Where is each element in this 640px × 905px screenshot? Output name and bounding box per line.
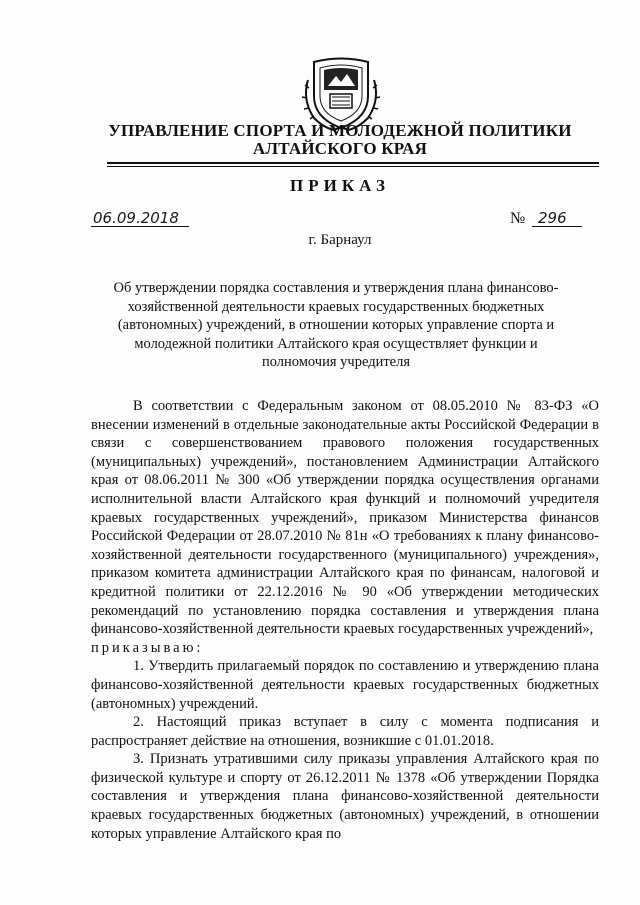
order-number: 296	[538, 209, 567, 227]
order-subject: Об утверждении порядка составления и утверждения плана финансово-хозяйственной деятельности краевых государственных бюджетных (автономных) учреждений, в отношении которых управление спорта и молодежной политики Алтайского края осуществляет функции и полномочия учредителя	[113, 280, 559, 371]
item-2-paragraph: 2. Настоящий приказ вступает в силу с момента подписания и распространяет действие на отношения, возникшие с 01.01.2018.	[91, 714, 599, 749]
item-1-paragraph: 1. Утвердить прилагаемый порядок по составлению и утверждению плана финансово-хозяйственной деятельности краевых государственных бюджетных (автономных) учреждений.	[91, 658, 599, 712]
org-name-line1: УПРАВЛЕНИЕ СПОРТА И МОЛОДЕЖНОЙ ПОЛИТИКИ	[108, 121, 572, 140]
order-word-text: приказываю:	[91, 639, 204, 656]
order-word	[91, 639, 599, 658]
header-rule-thick	[107, 162, 599, 164]
preamble-paragraph: В соответствии с Федеральным законом от 08.05.2010 № 83-ФЗ «О внесении изменений в отдельные законодательные акты Российской Федерации в связи с совершенствованием правового положения государственных (муниципальных) учреждений», постановлением Администрации Алтайского края от 08.06.2011 № 300 «Об утверждении порядка осуществления органами исполнительной власти Алтайского края функций и полномочий учредителя краевых государственных учреждений», приказом Министерства финансов Российской Федерации от 28.07.2010 № 81н «О требованиях к плану финансово-хозяйственной деятельности государственного (муниципального) учреждения», приказом комитета администрации Алтайского края по финансам, налоговой и кредитной политики от 22.12.2016 № 90 «Об утверждении методических рекомендаций по установлению порядка составления и утверждения плана финансово-хозяйственной деятельности краевых государственных учреждений»,	[91, 398, 599, 638]
item-3-paragraph: 3. Признать утратившими силу приказы управления Алтайского края по физической культуре и спорту от 26.12.2011 № 1378 «Об утверждении Порядка составления и утверждения плана финансово-хозяйственной деятельности краевых государственных бюджетных (автономных) учреждений, в отношении которых управление Алтайского края по	[91, 751, 599, 842]
order-date: 06.09.2018	[93, 209, 179, 227]
city-name: г. Барнаул	[308, 232, 372, 248]
org-name-line2: АЛТАЙСКОГО КРАЯ	[252, 139, 428, 158]
order-body	[91, 397, 599, 843]
header-rule-thin	[107, 166, 599, 167]
date-underline	[91, 226, 189, 227]
number-underline	[532, 226, 582, 227]
document-type-title: ПРИКАЗ	[290, 176, 390, 195]
order-number-label: №	[510, 210, 526, 227]
